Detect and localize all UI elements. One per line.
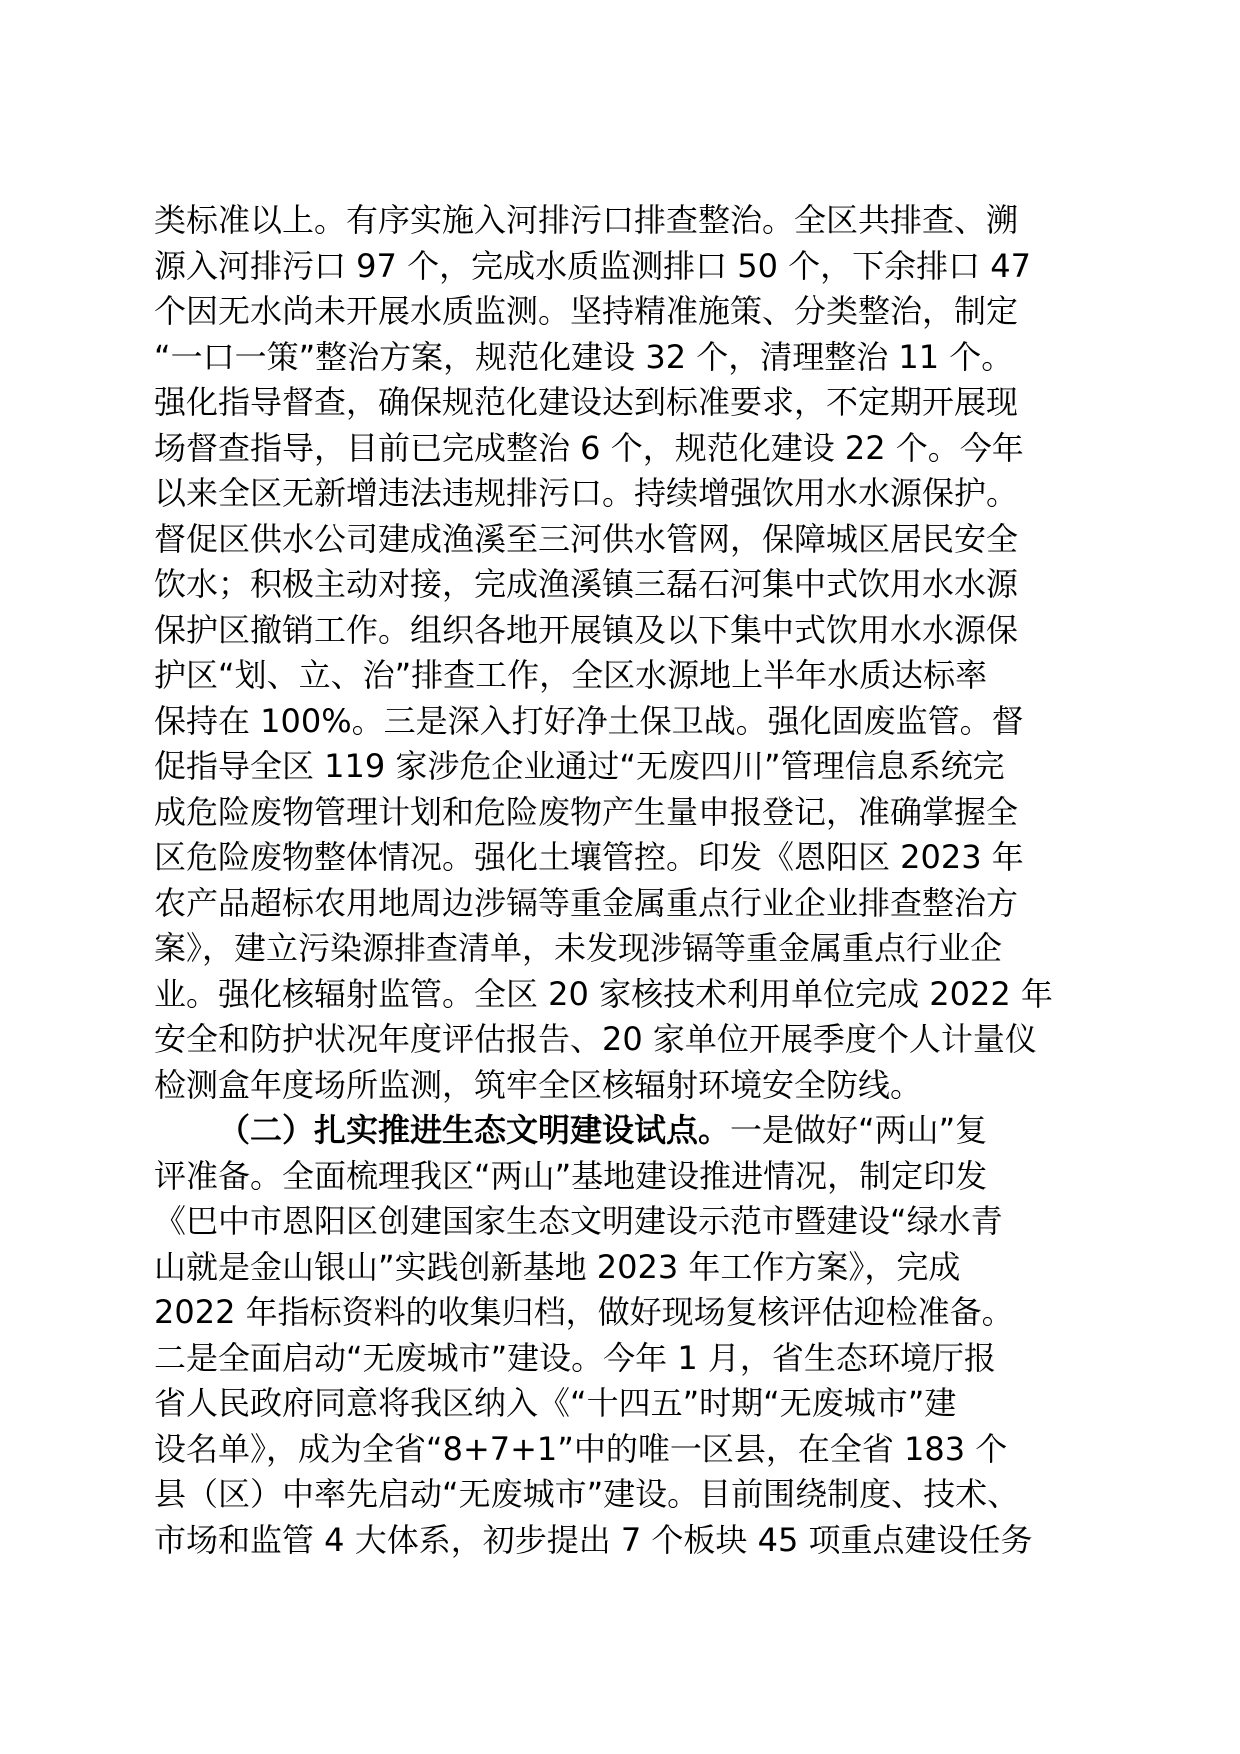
body-line: 源入河排污口 97 个，完成水质监测排口 50 个，下余排口 47: [154, 246, 1032, 285]
section-line: 二是全面启动“无废城市”建设。今年 1 月，省生态环境厅报: [154, 1338, 996, 1377]
body-line: 督促区供水公司建成渔溪至三河供水管网，保障城区居民安全: [154, 519, 1019, 558]
body-line: 促指导全区 119 家涉危企业通过“无废四川”管理信息系统完: [154, 747, 1005, 785]
body-line: 业。强化核辐射监管。全区 20 家核技术利用单位完成 2022 年: [154, 974, 1053, 1013]
body-line: 场督查指导，目前已完成整治 6 个，规范化建设 22 个。今年: [154, 428, 1024, 467]
section-first-line: [154, 1108, 1094, 1154]
section-first-line-rest: 一是做好“两山”复: [730, 1111, 988, 1149]
section-heading: （二）扎实推进生态文明建设试点。: [218, 1111, 731, 1149]
section-line: 山就是金山银山”实践创新基地 2023 年工作方案》，完成: [154, 1247, 961, 1286]
section-line: 县（区）中率先启动“无废城市”建设。目前围绕制度、技术、: [154, 1475, 1020, 1513]
body-line: 检测盒年度场所监测，筑牢全区核辐射环境安全防线。: [154, 1065, 923, 1104]
document-body: [154, 198, 1094, 1563]
body-line: 以来全区无新增违法违规排污口。持续增强饮用水水源保护。: [154, 474, 1019, 512]
body-line: 强化指导督查，确保规范化建设达到标准要求，不定期开展现: [154, 383, 1019, 421]
body-line: 成危险废物管理计划和危险废物产生量申报登记，准确掌握全: [154, 792, 1019, 831]
body-line: 农产品超标农用地周边涉镉等重金属重点行业企业排查整治方: [154, 883, 1019, 922]
body-line: 保护区撤销工作。组织各地开展镇及以下集中式饮用水水源保: [154, 610, 1019, 649]
body-line: 类标准以上。有序实施入河排污口排查整治。全区共排查、溯: [154, 201, 1019, 239]
body-line: “一口一策”整治方案，规范化建设 32 个，清理整治 11 个。: [154, 337, 1014, 376]
body-line: 保持在 100%。三是深入打好净土保卫战。强化固废监管。督: [154, 701, 1024, 740]
section-line: 评准备。全面梳理我区“两山”基地建设推进情况，制定印发: [154, 1156, 988, 1195]
section-line: 省人民政府同意将我区纳入《“十四五”时期“无废城市”建: [154, 1384, 957, 1422]
body-line: 饮水；积极主动对接，完成渔溪镇三磊石河集中式饮用水水源: [154, 565, 1019, 603]
body-line: 区危险废物整体情况。强化土壤管控。印发《恩阳区 2023 年: [154, 838, 1024, 876]
body-line: 护区“划、立、治”排查工作，全区水源地上半年水质达标率: [154, 656, 988, 694]
body-line: 个因无水尚未开展水质监测。坚持精准施策、分类整治，制定: [154, 292, 1019, 330]
body-line: 案》，建立污染源排查清单，未发现涉镉等重金属重点行业企: [154, 929, 1003, 967]
section-line: 《巴中市恩阳区创建国家生态文明建设示范市暨建设“绿水青: [154, 1202, 1003, 1240]
section-line: 设名单》，成为全省“8+7+1”中的唯一区县，在全省 183 个: [154, 1429, 1008, 1468]
body-line: 安全和防护状况年度评估报告、20 家单位开展季度个人计量仪: [154, 1020, 1037, 1058]
section-line: 2022 年指标资料的收集归档，做好现场复核评估迎检准备。: [154, 1293, 1014, 1331]
section-line: 市场和监管 4 大体系，初步提出 7 个板块 45 项重点建设任务: [154, 1520, 1033, 1559]
